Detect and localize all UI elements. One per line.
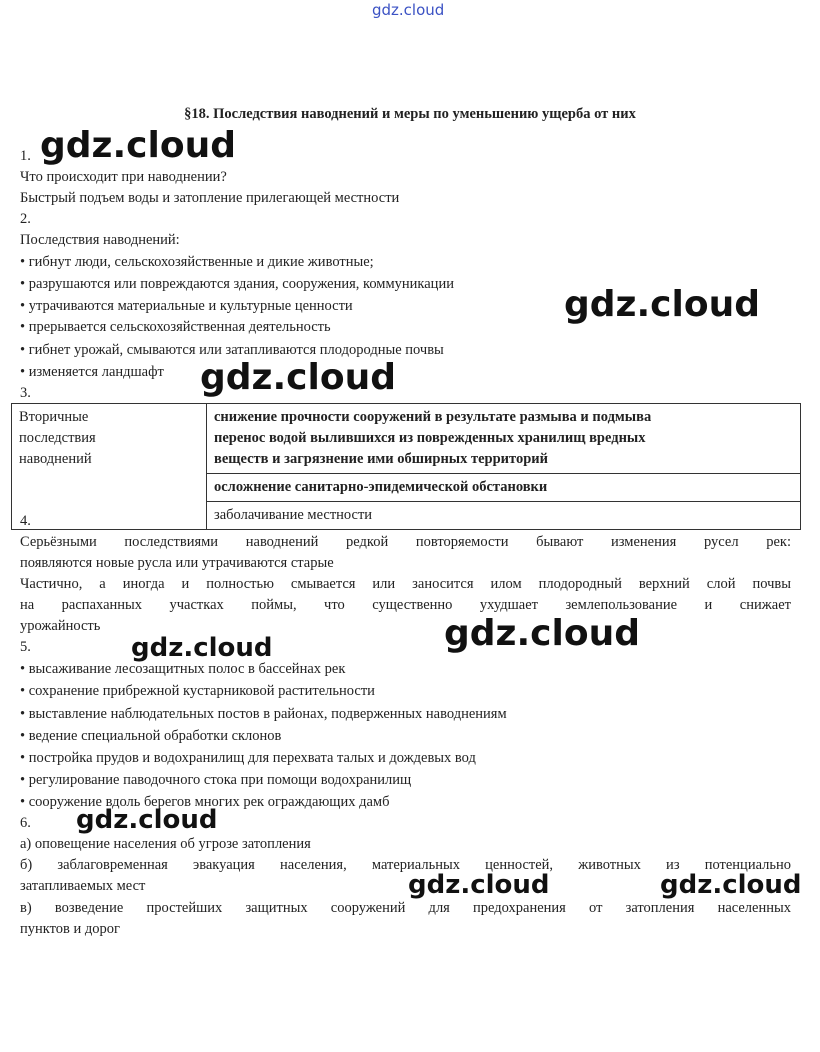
section-6-item-c: пунктов и дорог [20,921,120,937]
list-item: • изменяется ландшафт [20,364,164,380]
section-6-item-a: а) оповещение населения об угрозе затопления [20,836,311,852]
watermark: gdz.cloud [40,125,236,166]
section-4-paragraph-2-line: на распаханных участках поймы, что существенно ухудшает землепользование и снижает [20,597,791,613]
section-4-paragraph-1-line: Серьёзными последствиями наводнений редкой повторяемости бывают изменения русел рек: [20,534,791,550]
table-head-line: последствия [19,430,96,446]
section-4-paragraph-1-line: появляются новые русла или утрачиваются старые [20,555,334,571]
watermark: gdz.cloud [660,870,802,900]
section-6-item-b: б) заблаговременная эвакуация населения, материальных ценностей, животных из потенциально [20,857,791,873]
table-head-line: Вторичные [19,409,89,425]
table-cell: осложнение санитарно-эпидемической обстановки [207,474,801,502]
list-item: • высаживание лесозащитных полос в бассейнах рек [20,661,346,677]
section-6-item-b: затапливаемых мест [20,878,146,894]
watermark: gdz.cloud [200,357,396,398]
table-cell-line: перенос водой вылившихся из поврежденных хранилищ вредных [214,430,646,446]
list-item: • постройка прудов и водохранилищ для перехвата талых и дождевых вод [20,750,476,766]
table-cell: заболачивание местности [207,502,801,530]
list-item: • сохранение прибрежной кустарниковой растительности [20,683,375,699]
list-item: • ведение специальной обработки склонов [20,728,282,744]
section-1-answer: Быстрый подъем воды и затопление прилегающей местности [20,190,400,206]
table-cell [207,404,801,474]
list-item: • утрачиваются материальные и культурные ценности [20,298,353,314]
list-item: • прерывается сельскохозяйственная деятельность [20,319,331,335]
section-6-item-c: в) возведение простейших защитных сооружений для предохранения от затопления населенных [20,900,791,916]
list-item: • выставление наблюдательных постов в районах, подверженных наводнениям [20,706,507,722]
watermark: gdz.cloud [131,633,273,663]
section-4-number: 4. [20,513,31,529]
watermark-top[interactable]: gdz.cloud [372,1,445,19]
page-title: §18. Последствия наводнений и меры по уменьшению ущерба от них [184,106,636,122]
list-item: • сооружение вдоль берегов многих рек ограждающих дамб [20,794,390,810]
watermark: gdz.cloud [444,613,640,654]
list-item: • разрушаются или повреждаются здания, сооружения, коммуникации [20,276,454,292]
list-item: • гибнут люди, сельскохозяйственные и дикие животные; [20,254,374,270]
list-item: • регулирование паводочного стока при помощи водохранилищ [20,772,412,788]
section-1-number: 1. [20,148,31,164]
section-2-number: 2. [20,211,31,227]
section-1-question: Что происходит при наводнении? [20,169,227,185]
section-3-number: 3. [20,385,31,401]
section-2-heading: Последствия наводнений: [20,232,180,248]
section-5-number: 5. [20,639,31,655]
watermark: gdz.cloud [564,284,760,325]
watermark: gdz.cloud [76,805,218,835]
section-6-number: 6. [20,815,31,831]
section-4-paragraph-2-line: урожайность [20,618,101,634]
table-cell-line: веществ и загрязнение ими обширных территорий [214,451,548,467]
section-4-paragraph-2-line: Частично, а иногда и полностью смывается или заносится илом плодородный верхний слой почвы [20,576,791,592]
list-item: • гибнет урожай, смываются или затапливаются плодородные почвы [20,342,444,358]
secondary-consequences-table [11,403,801,530]
table-head-cell [12,404,207,530]
table-cell-line: снижение прочности сооружений в результате размыва и подмыва [214,409,652,425]
table-head-line: наводнений [19,451,92,467]
table-row [12,404,801,474]
watermark: gdz.cloud [408,870,550,900]
